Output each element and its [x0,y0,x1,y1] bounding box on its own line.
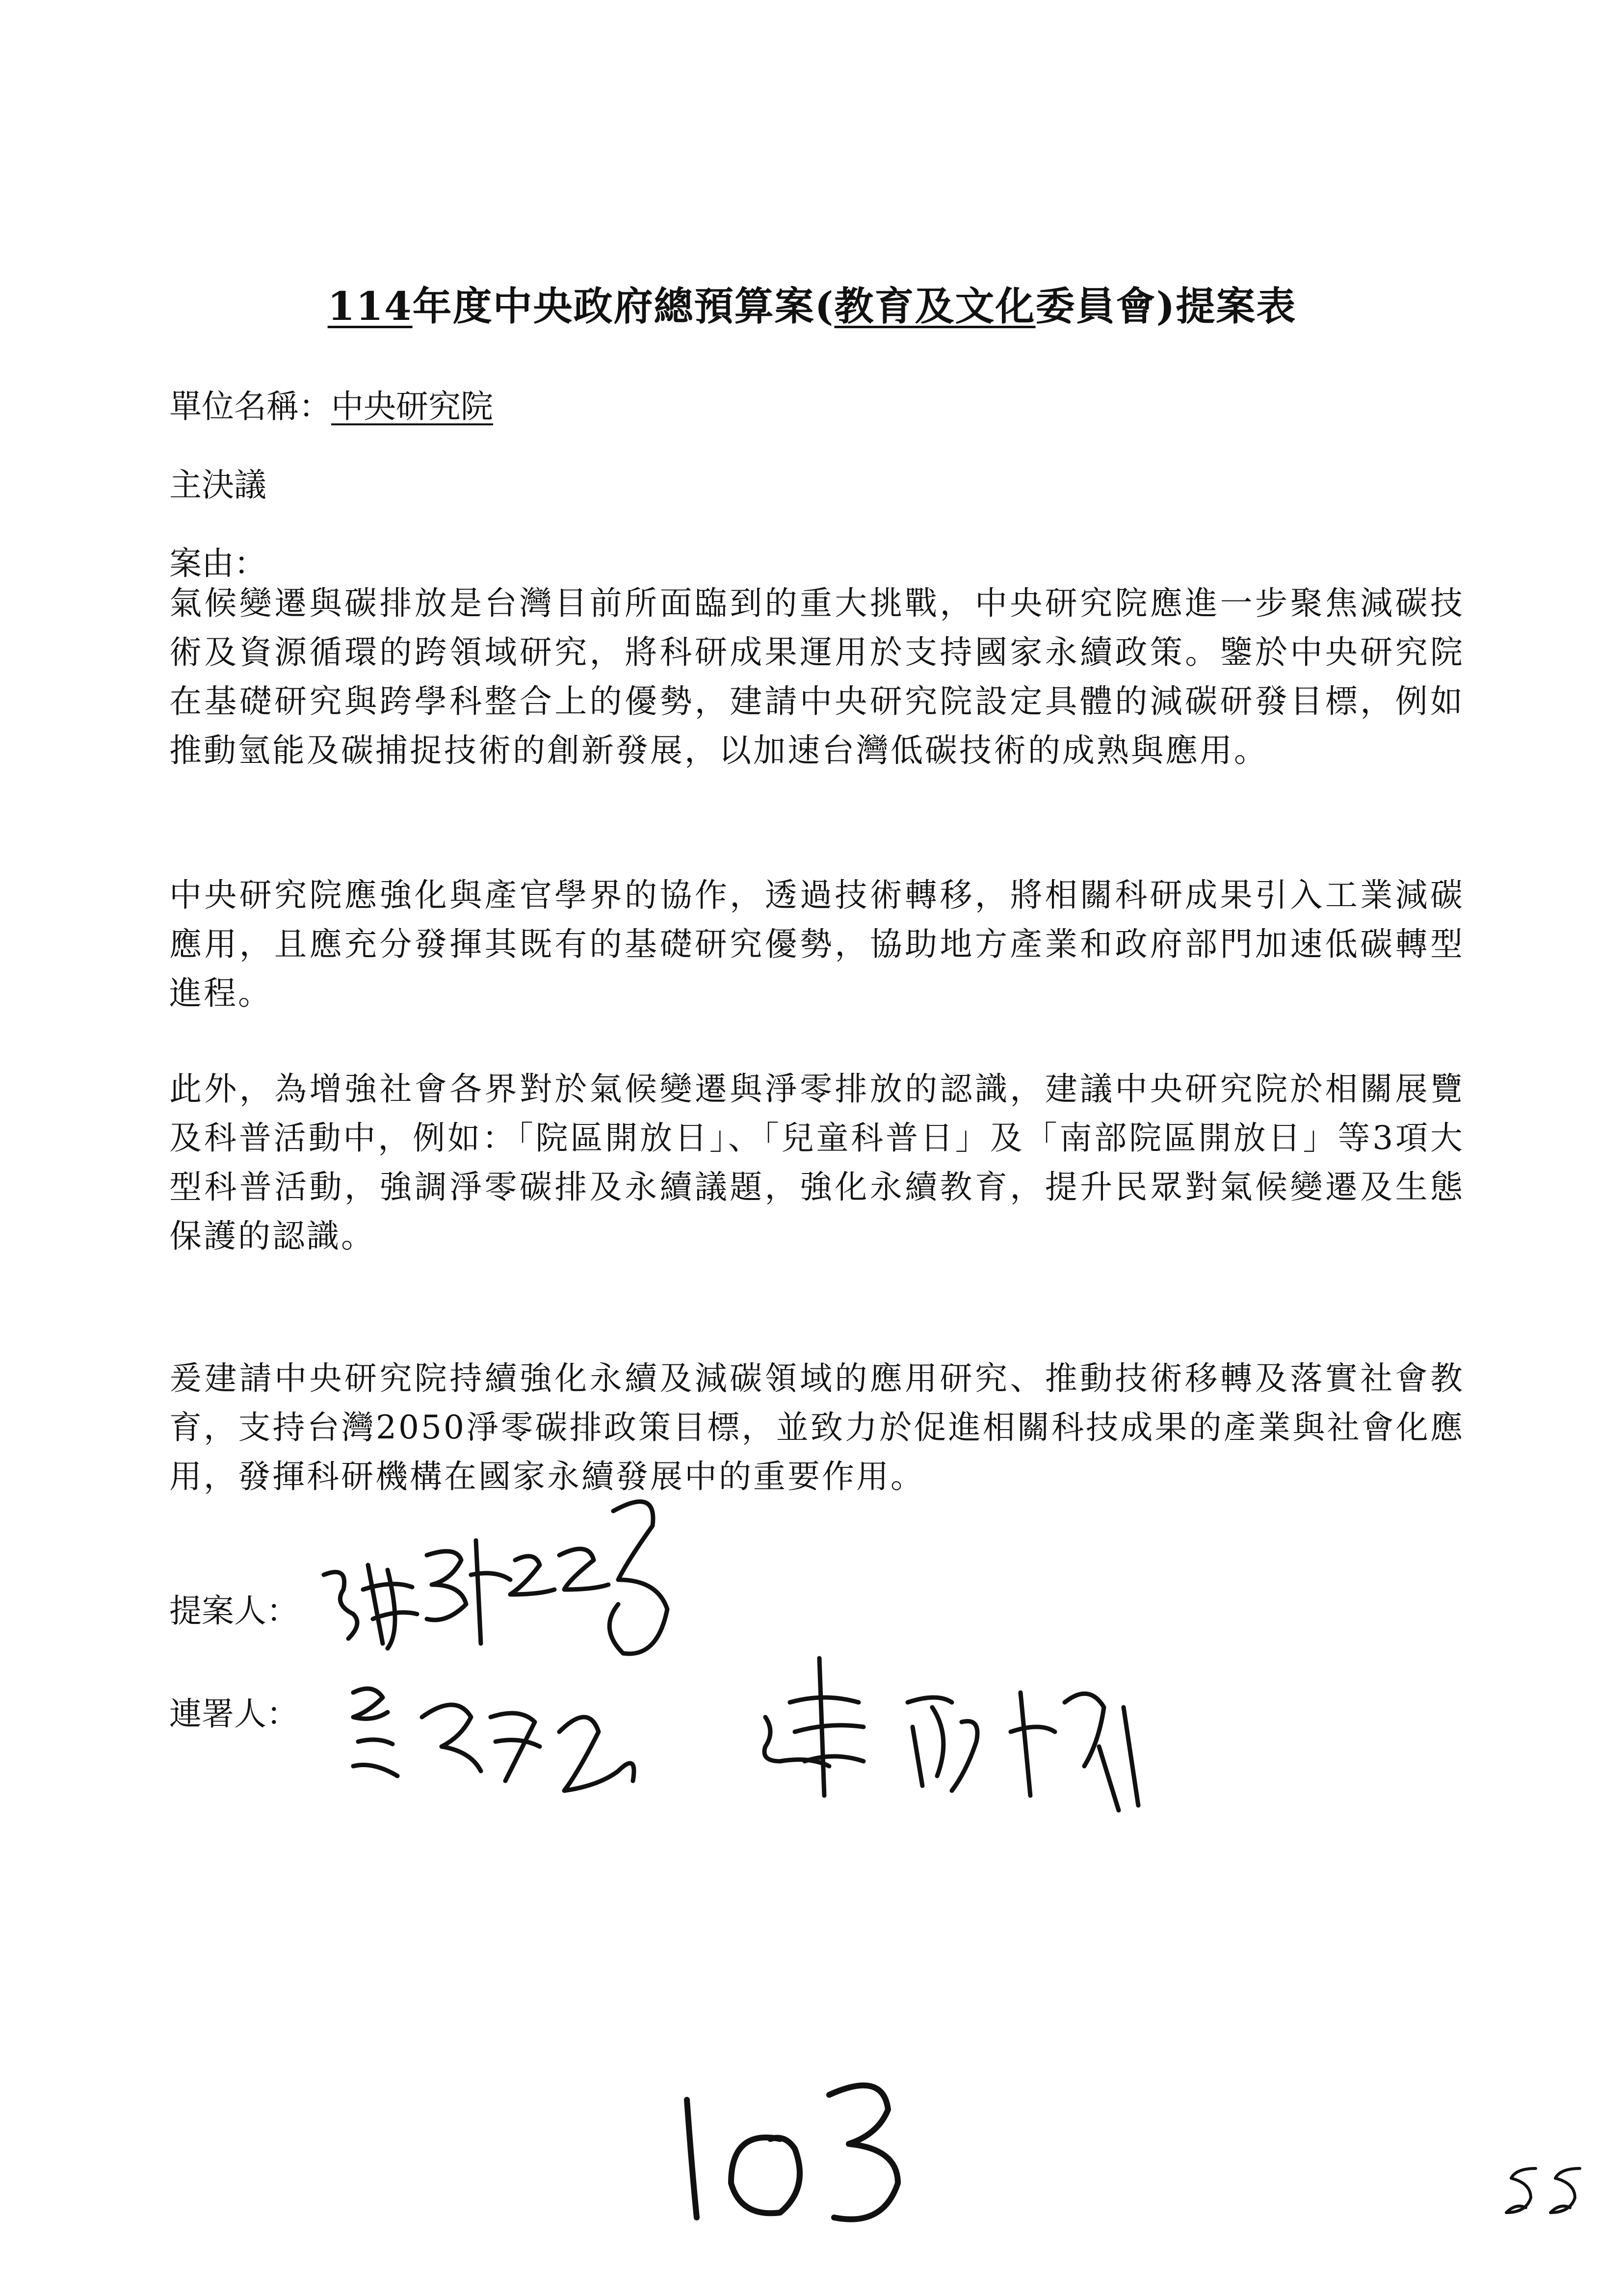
cosigner-label: 連署人： [169,1695,299,1733]
proposer-label: 提案人： [169,1592,299,1630]
cosigner-signature-1 [343,1663,648,1820]
unit-row [169,380,493,427]
main-resolution-label: 主決議 [169,466,266,504]
unit-label: 單位名稱： [169,388,331,425]
proposer-signature [314,1482,687,1668]
handwritten-page-number-55 [1496,2159,1595,2232]
unit-value: 中央研究院 [331,388,493,425]
reason-paragraph-3: 此外，為增強社會各界對於氣候變遷與淨零排放的認識，建議中央研究院於相關展覽及科普活動中，例如：「院區開放日」、「兒童科普日」及「南部院區開放日」等3項大型科普活動，強調淨零碳排及永續議題，強化永續教育，提升民眾對氣候變遷及生態保護的認識。 [169,1070,1465,1255]
title-committee: 教育及文化 [834,283,1036,329]
page-title [0,275,1624,331]
handwritten-number-103 [667,2070,922,2237]
reason-label: 案由： [169,545,266,582]
title-end: 委員會)提案表 [1035,283,1297,329]
title-middle: 年度中央政府總預算案( [412,283,835,329]
reason-paragraph-1: 氣候變遷與碳排放是台灣目前所面臨到的重大挑戰，中央研究院應進一步聚焦減碳技術及資源循環的跨領域研究，將科研成果運用於支持國家永續政策。鑒於中央研究院在基礎研究與跨學科整合上的優勢，建請中央研究院設定具體的減碳研發目標，例如推動氫能及碳捕捉技術的創新發展，以加速台灣低碳技術的成熟與應用。 [169,584,1465,769]
reason-paragraph-2: 中央研究院應強化與產官學界的協作，透過技術轉移，將相關科研成果引入工業減碳應用，且應充分發揮其既有的基礎研究優勢，協助地方產業和政府部門加速低碳轉型進程。 [169,876,1465,1012]
cosigner-signature-2 [746,1648,1187,1825]
reason-paragraph-4: 爰建請中央研究院持續強化永續及減碳領域的應用研究、推動技術移轉及落實社會教育，支持台灣2050淨零碳排政策目標，並致力於促進相關科技成果的產業與社會化應用，發揮科研機構在國家永續發展中的重要作用。 [169,1359,1465,1495]
title-year: 114 [327,283,413,329]
